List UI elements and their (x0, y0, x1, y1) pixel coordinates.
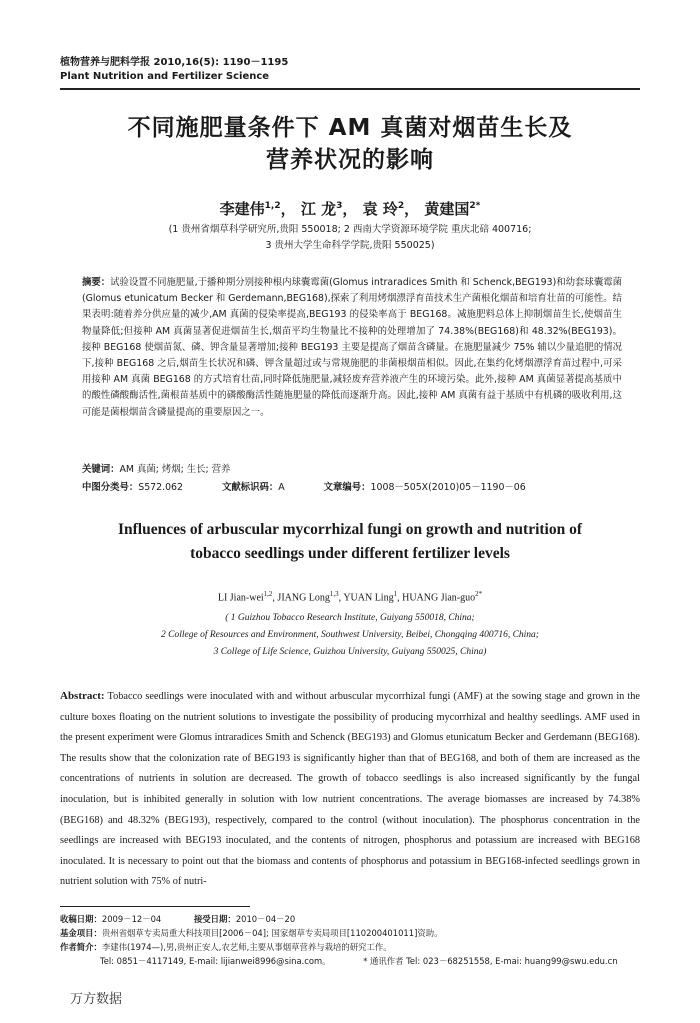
author-en-1: LI Jian-wei (217, 592, 264, 604)
accepted-label: 接受日期： (193, 914, 236, 924)
accepted-date: 2010－04－20 (235, 914, 296, 924)
authors-en (60, 590, 640, 603)
keywords-cn-text: AM 真菌; 烤烟; 生长; 营养 (119, 464, 231, 475)
footnote-dates (60, 912, 640, 926)
affiliation-en-line3: 3 College of Life Science, Guizhou University, Guiyang 550025, China) (213, 647, 487, 657)
footnote-bio (60, 940, 640, 954)
article-number-value: 1008－505X(2010)05－1190－06 (370, 482, 526, 493)
keywords-cn-label: 关键词： (82, 464, 120, 475)
footnote-rule (60, 906, 250, 907)
bio-text: 李建伟(1974—),男,贵州正安人,农艺师,主要从事烟草营养与栽培的研究工作。 (101, 942, 392, 952)
journal-name-en: Plant Nutrition and Fertilizer Science (60, 71, 270, 82)
title-cn-line1: 不同施肥量条件下 AM 真菌对烟苗生长及 (127, 115, 573, 141)
footnote-contact (60, 954, 640, 968)
affiliations-cn (60, 222, 640, 254)
affiliation-cn-line2: 3 贵州大学生命科学学院,贵阳 550025) (265, 240, 435, 251)
author-cn-sep: ， (342, 200, 358, 218)
article-number-label: 文章编号： (323, 482, 371, 493)
author-en-2-sup: 1,3 (329, 590, 339, 598)
affiliation-en-line1: ( 1 Guizhou Tobacco Research Institute, Guiyang 550018, China; (225, 613, 475, 623)
title-cn-line2: 营养状况的影响 (266, 147, 434, 173)
header-rule (60, 88, 640, 90)
abstract-en (60, 686, 640, 893)
authors-cn (60, 198, 640, 219)
footnote-fund (60, 926, 640, 940)
affiliations-en (60, 610, 640, 661)
abstract-cn-text: 试验设置不同施肥量,于播种期分别接种根内球囊霉菌(Glomus intraradices Smith 和 Schenck,BEG193)和幼套球囊霉菌(Glomus etunicatum Becker 和 Gerdemann,BEG168),探索了利用烤烟漂浮育苗技术生产菌根化烟苗和培育壮苗的可能性。结果表明:随着养分供应量的减少,AM 真菌的侵染率提高,BEG193 的侵染率高于 BEG168。减施肥料总体上抑制烟苗生长,使烟苗生物量降低;但接种 AM 真菌显著促进烟苗生长,烟苗平均生物量比不接种的处理增加了 74.38%(BEG168)和 48.32%(BEG193)。接种 BEG168 使烟苗氮、磷、钾含量显著增加;接种 BEG193 主要是提高了烟苗含磷量。在施肥量减少 75% 辅以少量追肥的情况下,接种 BEG168 之后,烟苗生长状况和磷、钾含量超过或与常规施肥的非菌根烟苗相似。因此,在集约化烤烟漂浮育苗过程中,可采用接种 AM 真菌 BEG168 的方式培育壮苗,同时降低施肥量,减轻废弃营养液产生的环境污染。此外,接种 AM 真菌显著提高基质中的酸性磷酸酶活性,菌根苗基质中的磷酸酶活性随施肥量的降低而逐渐升高。因此,接种 AM 真菌有益于基质中有机磷的吸收利用,这可能是菌根烟苗含磷量提高的重要原因之一。 (82, 277, 622, 418)
author-en-4-sup: 2* (475, 590, 483, 598)
clc-value: S572.062 (138, 482, 183, 493)
author-en-sep: , (272, 592, 278, 604)
title-en (60, 518, 640, 566)
author-cn-3: 袁 玲 (362, 200, 398, 218)
author-cn-sep: ， (280, 200, 296, 218)
author-cn-2: 江 龙 (300, 200, 337, 218)
author-en-2: JIANG Long (277, 592, 330, 604)
author-cn-4: 黄建国 (424, 200, 470, 218)
author-cn-sep: ， (404, 200, 420, 218)
author-cn-4-sup: 2* (469, 201, 481, 211)
bio-label: 作者简介： (60, 942, 102, 952)
journal-header (60, 56, 288, 84)
abstract-cn-label: 摘要： (82, 277, 111, 288)
affiliation-en-line2: 2 College of Resources and Environment, Southwest University, Beibei, Chongqing 400716, China; (161, 630, 539, 640)
fund-text: 贵州省烟草专卖局重大科技项目[2006－04]; 国家烟草专卖局项目[110200401011]资助。 (101, 928, 443, 938)
contact-corresponding: * 通讯作者 Tel: 023－68251558, E-mai: huang99@swu.edu.cn (363, 956, 618, 966)
classification-line (82, 480, 622, 496)
title-en-line2: tobacco seedlings under different fertilizer levels (190, 545, 510, 562)
abstract-en-text: Tobacco seedlings were inoculated with and without arbuscular mycorrhizal fungi (AMF) at the sowing stage and grown in the culture boxes floating on the nutrient solutions to investigate the possibility of producing mycorrhizal and healthy seedlings. AMF used in the present experiment were Glomus intraradices Smith and Schenck (BEG193) and Glomus etunicatum Becker and Gerdemann (BEG168). The results show that the colonization rate of BEG193 is significantly higher than that of BEG168, and both of them are increased as the concentrations of nutrients in solution are decreased. The growth of tobacco seedlings is also increased significantly by the fungal inoculation, but is inhibited generally in solution with low nutrient concentrations. The average biomasses are increased by 74.38% (BEG168) and 48.32% (BEG193), respectively, compared to the control (without inoculation). The phosphorus concentration in the seedlings are increased with BEG193 inoculated, and the contents of nitrogen, phosphorus and potassium are increased with BEG168 inoculated. It is necessary to point out that the biomass and contents of phosphorus and potassium in BEG168-infected seedlings grown in nutrient solution with 75% of nutri- (60, 691, 641, 888)
author-en-sep: , (397, 592, 403, 604)
footnotes (60, 912, 640, 968)
fund-label: 基金项目： (60, 928, 102, 938)
affiliation-cn-line1: (1 贵州省烟草科学研究所,贵阳 550018; 2 西南大学资源环境学院 重庆北碚 400716; (168, 224, 532, 235)
contact-first-author: Tel: 0851－4117149, E-mail: lijianwei8996@sina.com。 (100, 956, 331, 966)
clc-label: 中图分类号： (82, 482, 139, 493)
author-cn-2-sup: 3 (336, 201, 343, 211)
keywords-cn (82, 462, 622, 478)
received-label: 收稿日期： (60, 914, 102, 924)
title-en-line1: Influences of arbuscular mycorrhizal fungi on growth and nutrition of (117, 521, 583, 538)
doc-code-value: A (278, 482, 285, 493)
author-cn-1-sup: 1,2 (264, 201, 281, 211)
abstract-cn (82, 275, 622, 421)
author-en-1-sup: 1,2 (263, 590, 273, 598)
author-cn-1: 李建伟 (219, 200, 265, 218)
title-cn (60, 112, 640, 176)
received-date: 2009－12－04 (101, 914, 162, 924)
author-en-4: HUANG Jian-guo (402, 592, 476, 604)
author-cn-3-sup: 2 (397, 201, 405, 211)
watermark: 万方数据 (70, 992, 123, 1007)
journal-name-cn: 植物营养与肥料学报 2010,16(5): 1190－1195 (60, 57, 289, 68)
author-en-sep: , (338, 592, 344, 604)
doc-code-label: 文献标识码： (221, 482, 279, 493)
author-en-3-sup: 1 (393, 590, 398, 598)
abstract-en-label: Abstract: (60, 690, 105, 702)
author-en-3: YUAN Ling (343, 592, 394, 604)
